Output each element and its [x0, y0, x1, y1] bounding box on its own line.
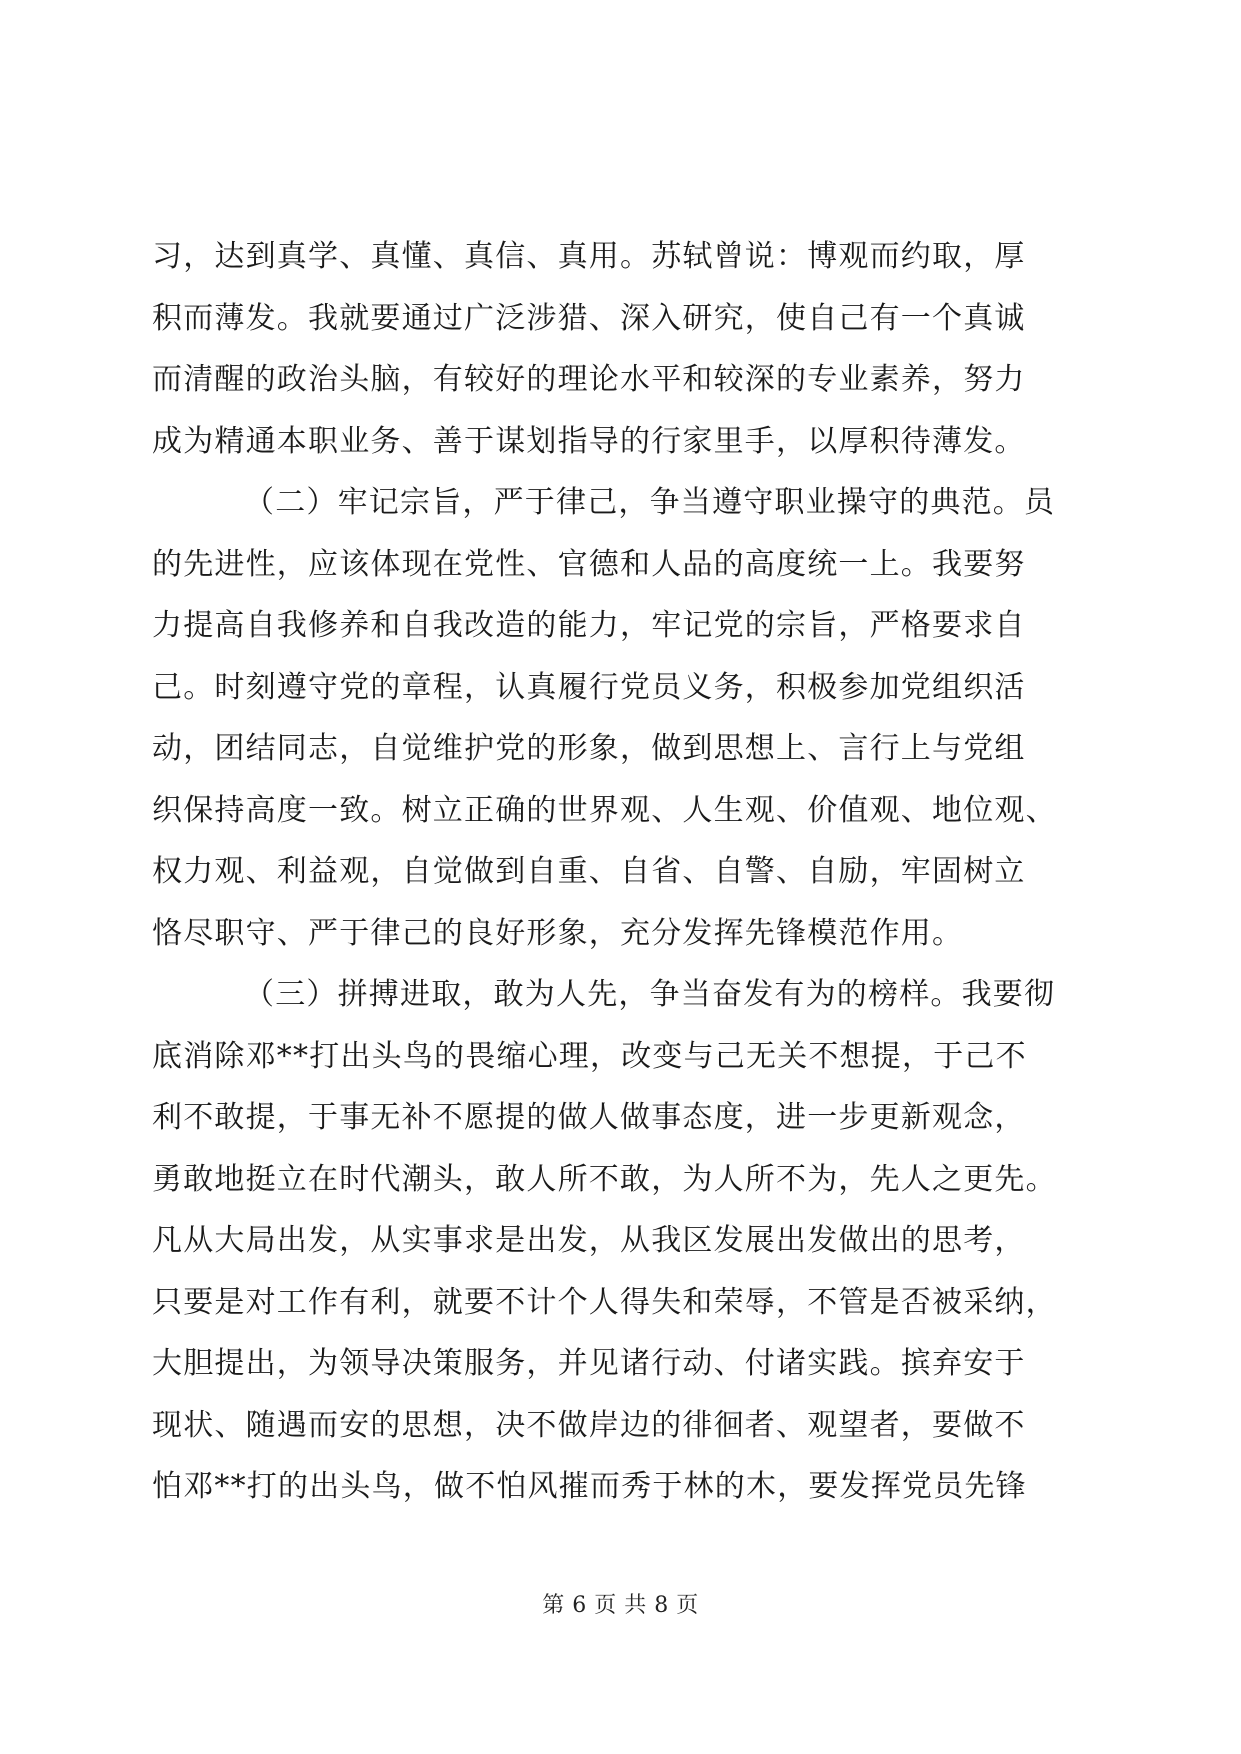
text-line: 利不敢提，于事无补不愿提的做人做事态度，进一步更新观念，: [152, 1100, 1026, 1135]
text-line: 底消除邓**打出头鸟的畏缩心理，改变与己无关不想提，于己不: [152, 1038, 1027, 1074]
text-line: 而清醒的政治头脑，有较好的理论水平和较深的专业素养，努力: [152, 362, 1026, 397]
text-line: 凡从大局出发，从实事求是出发，从我区发展出发做出的思考，: [152, 1223, 1026, 1258]
text-line: 恪尽职守、严于律己的良好形象，充分发挥先锋模范作用。: [152, 915, 964, 951]
text-line: 力提高自我修养和自我改造的能力，牢记党的宗旨，严格要求自: [152, 608, 1026, 643]
text-line: 大胆提出，为领导决策服务，并见诸行动、付诸实践。摈弃安于: [152, 1346, 1026, 1381]
text-line: 成为精通本职业务、善于谋划指导的行家里手，以厚积待薄发。: [152, 423, 1026, 459]
text-line: 积而薄发。我就要通过广泛涉猎、深入研究，使自己有一个真诚: [152, 300, 1026, 336]
text-line: 权力观、利益观，自觉做到自重、自省、自警、自励，牢固树立: [152, 854, 1026, 889]
body-text: [152, 226, 1092, 1518]
text-line: 织保持高度一致。树立正确的世界观、人生观、价值观、地位观、: [152, 792, 1057, 828]
page-number-footer: 第 6 页 共 8 页: [542, 1593, 699, 1618]
text-line: 的先进性，应该体现在党性、官德和人品的高度统一上。我要努: [152, 546, 1026, 582]
text-line: 己。时刻遵守党的章程，认真履行党员义务，积极参加党组织活: [152, 669, 1026, 705]
text-line: 怕邓**打的出头鸟，做不怕风摧而秀于林的木，要发挥党员先锋: [152, 1469, 1027, 1504]
text-line: 动，团结同志，自觉维护党的形象，做到思想上、言行上与党组: [152, 731, 1026, 766]
text-line: 现状、随遇而安的思想，决不做岸边的徘徊者、观望者，要做不: [152, 1407, 1026, 1443]
text-line: 只要是对工作有利，就要不计个人得失和荣辱，不管是否被采纳，: [152, 1284, 1057, 1320]
text-line: 勇敢地挺立在时代潮头，敢人所不敢，为人所不为，先人之更先。: [152, 1161, 1057, 1197]
text-line: 习，达到真学、真懂、真信、真用。苏轼曾说：博观而约取，厚: [152, 239, 1026, 274]
paragraph-heading-2: （二）牢记宗旨，严于律己，争当遵守职业操守的典范。员: [244, 485, 1056, 520]
paragraph-heading-3: （三）拼搏进取，敢为人先，争当奋发有为的榜样。我要彻: [244, 977, 1056, 1012]
